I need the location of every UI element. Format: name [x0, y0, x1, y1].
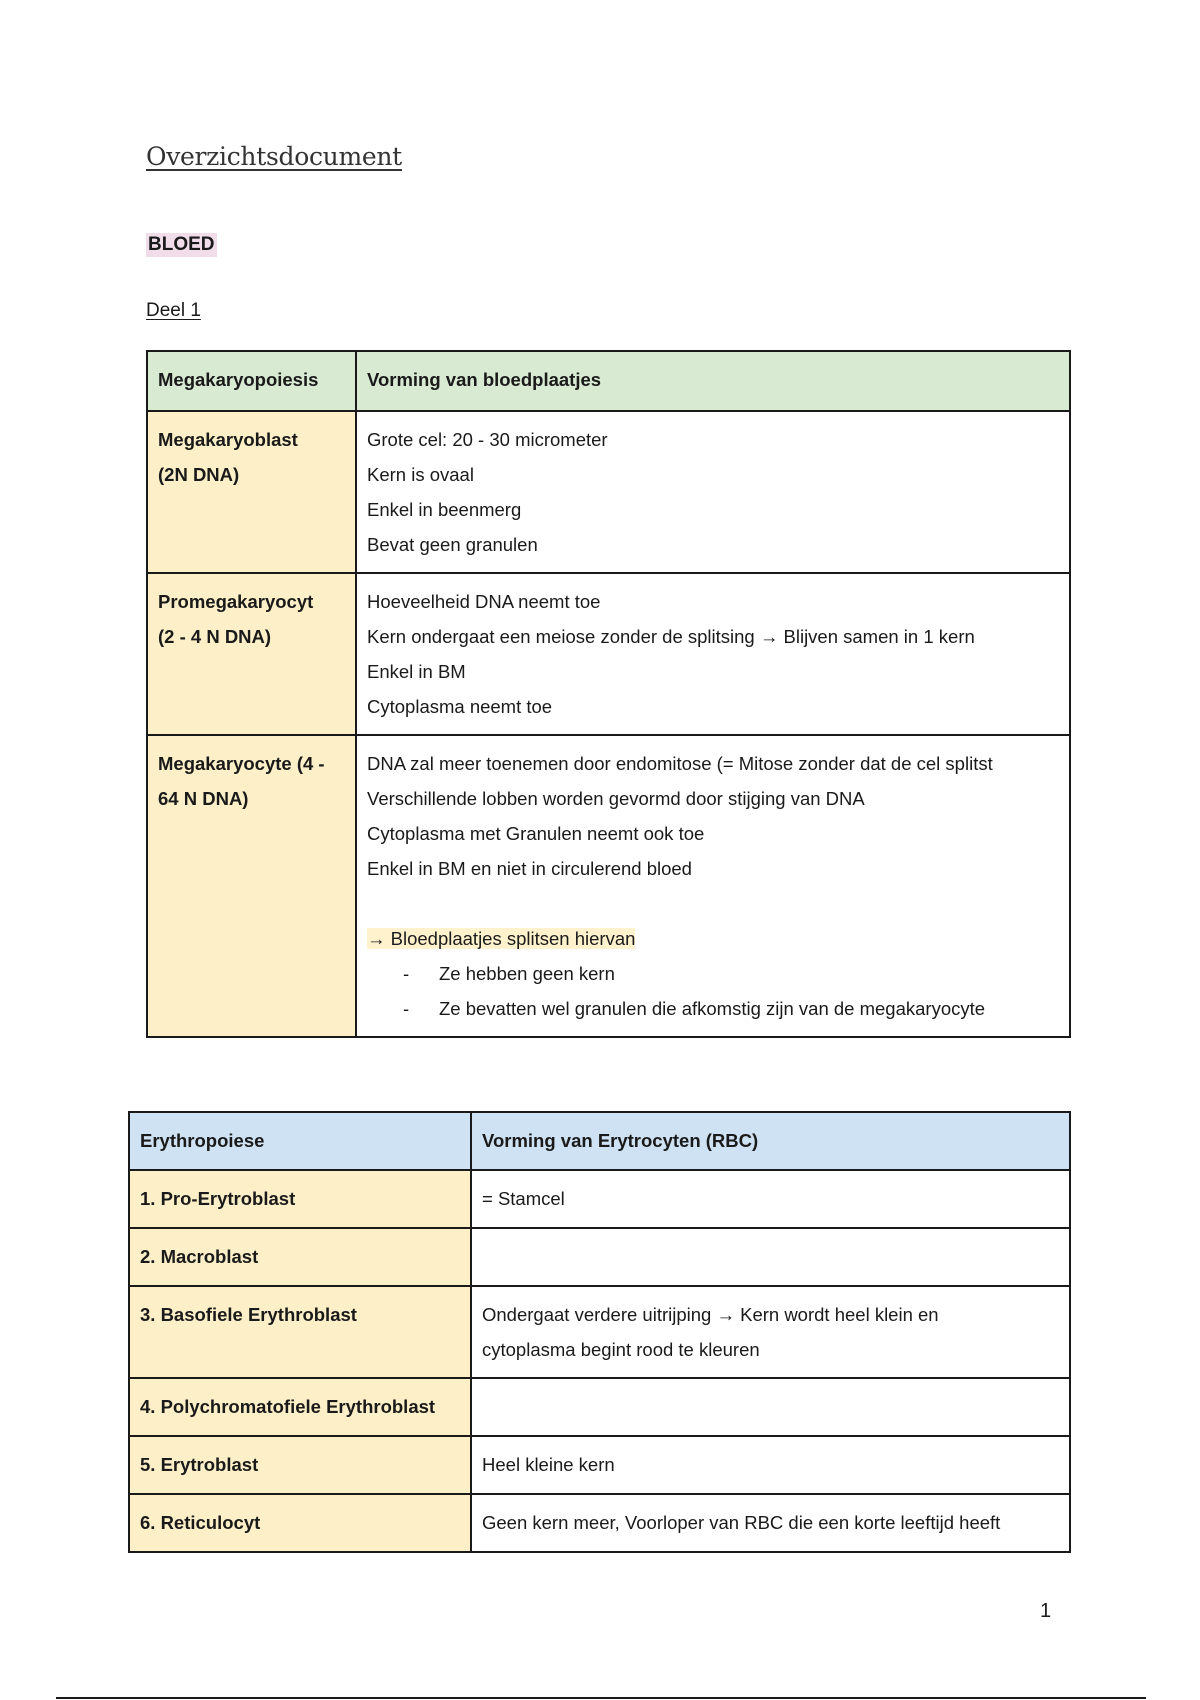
table-row	[129, 1436, 1070, 1494]
table-row	[129, 1286, 1070, 1378]
description-line: Kern ondergaat een meiose zonder de splitsing → Blijven samen in 1 kern	[367, 626, 975, 647]
bullet-dash: -	[403, 963, 410, 984]
table-row	[129, 1378, 1070, 1436]
stage-name: Megakaryoblast	[158, 429, 298, 450]
stage-label-cell	[147, 411, 356, 573]
description-line: Heel kleine kern	[482, 1454, 615, 1475]
table-row	[147, 573, 1070, 735]
page-number: 1	[1040, 1600, 1052, 1622]
stage-label-cell: 1. Pro-Erytroblast	[129, 1170, 471, 1228]
stage-dna: 64 N DNA)	[158, 788, 249, 809]
table-row	[147, 735, 1070, 1037]
description-cell	[471, 1228, 1070, 1286]
subsection-heading: Deel 1	[146, 300, 201, 321]
stage-label-cell: 5. Erytroblast	[129, 1436, 471, 1494]
stage-label-cell: 3. Basofiele Erythroblast	[129, 1286, 471, 1378]
erythropoiese-table	[128, 1111, 1071, 1553]
table-row	[129, 1170, 1070, 1228]
document-title: Overzichtsdocument	[146, 142, 402, 171]
description-line: Cytoplasma met Granulen neemt ook toe	[367, 823, 705, 844]
header-cell: Vorming van Erytrocyten (RBC)	[471, 1112, 1070, 1170]
blank-line	[367, 886, 1059, 921]
bullet-dash: -	[403, 998, 410, 1019]
highlight-line	[367, 921, 1059, 956]
description-line: Enkel in beenmerg	[367, 499, 522, 520]
list-item	[367, 956, 1059, 991]
description-line: = Stamcel	[482, 1188, 565, 1209]
description-line: Enkel in BM	[367, 661, 466, 682]
header-cell: Megakaryopoiesis	[147, 351, 356, 411]
page-bottom-divider	[56, 1697, 1146, 1699]
table-row	[129, 1494, 1070, 1552]
description-line: Geen kern meer, Voorloper van RBC die een korte leeftijd heeft	[482, 1512, 1001, 1533]
table-header-row	[129, 1112, 1070, 1170]
table-row	[147, 411, 1070, 573]
megakaryopoiesis-table	[146, 350, 1071, 1038]
stage-name: Promegakaryocyt	[158, 591, 314, 612]
bullet-text: Ze hebben geen kern	[439, 963, 615, 984]
description-line: Enkel in BM en niet in circulerend bloed	[367, 858, 692, 879]
section-heading: BLOED	[148, 234, 215, 255]
description-line: Ondergaat verdere uitrijping → Kern wordt heel klein en	[482, 1304, 939, 1325]
stage-name: Megakaryocyte (4 -	[158, 753, 325, 774]
highlighted-text: → Bloedplaatjes splitsen hiervan	[367, 928, 636, 949]
description-line: cytoplasma begint rood te kleuren	[482, 1339, 760, 1360]
stage-dna: (2 - 4 N DNA)	[158, 626, 272, 647]
description-cell	[471, 1378, 1070, 1436]
description-cell	[356, 573, 1070, 735]
description-line: Grote cel: 20 - 30 micrometer	[367, 429, 608, 450]
description-cell	[471, 1286, 1070, 1378]
stage-label-cell	[147, 735, 356, 1037]
header-cell: Erythropoiese	[129, 1112, 471, 1170]
description-cell	[356, 411, 1070, 573]
bullet-text: Ze bevatten wel granulen die afkomstig zijn van de megakaryocyte	[439, 998, 986, 1019]
table-header-row	[147, 351, 1070, 411]
description-line: Hoeveelheid DNA neemt toe	[367, 591, 601, 612]
stage-label-cell: 6. Reticulocyt	[129, 1494, 471, 1552]
stage-dna: (2N DNA)	[158, 464, 240, 485]
description-cell	[356, 735, 1070, 1037]
header-cell: Vorming van bloedplaatjes	[356, 351, 1070, 411]
description-line: Kern is ovaal	[367, 464, 474, 485]
description-cell	[471, 1494, 1070, 1552]
description-line: Verschillende lobben worden gevormd door stijging van DNA	[367, 788, 865, 809]
stage-label-cell: 4. Polychromatofiele Erythroblast	[129, 1378, 471, 1436]
description-cell	[471, 1436, 1070, 1494]
table-row	[129, 1228, 1070, 1286]
stage-label-cell	[147, 573, 356, 735]
list-item	[367, 991, 1059, 1026]
stage-label-cell: 2. Macroblast	[129, 1228, 471, 1286]
description-line: DNA zal meer toenemen door endomitose (= Mitose zonder dat de cel splitst	[367, 753, 993, 774]
description-cell	[471, 1170, 1070, 1228]
description-line: Cytoplasma neemt toe	[367, 696, 553, 717]
description-line: Bevat geen granulen	[367, 534, 538, 555]
